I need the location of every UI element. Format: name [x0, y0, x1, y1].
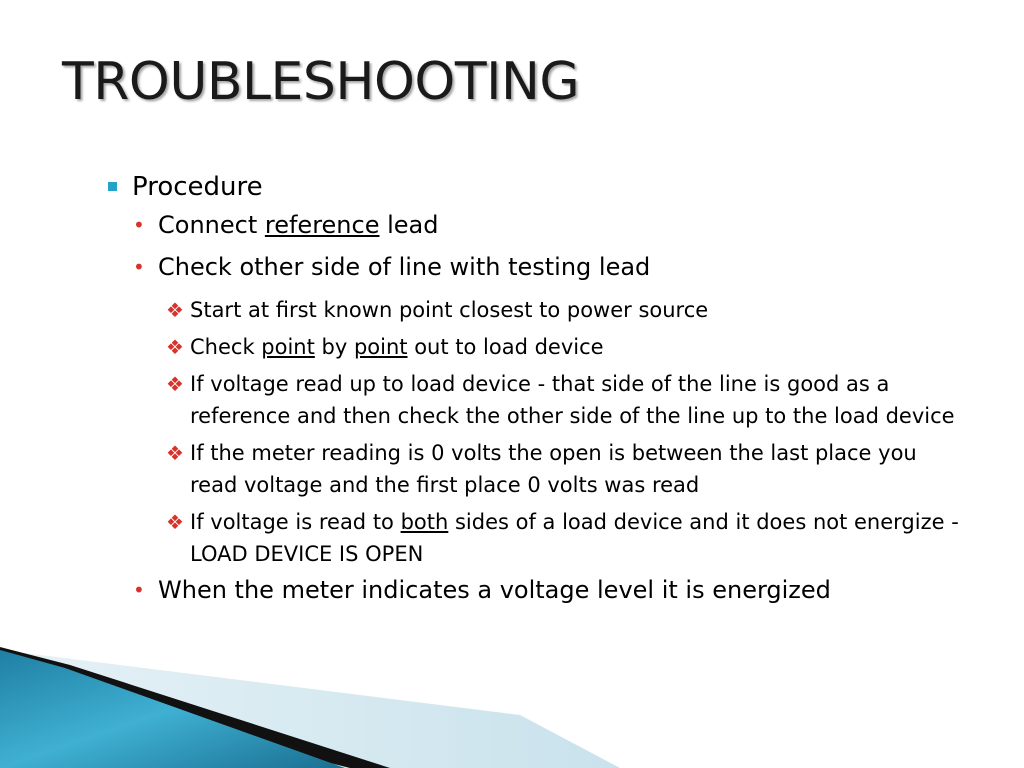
- list-item-when-meter: [106, 575, 1006, 605]
- sub-item-check-point: [106, 331, 970, 363]
- sub-item-text-pre: Check: [190, 335, 262, 359]
- sub-item-if-meter: [106, 437, 970, 501]
- sub-item-text-mid: by: [314, 335, 354, 359]
- dot-bullet-icon: •: [133, 255, 145, 279]
- sub-item-text: If the meter reading is 0 volts the open is between the last place you read voltage and the first place 0 volts was read: [190, 441, 917, 497]
- diamond-bullet-icon: ❖: [166, 510, 184, 534]
- diamond-bullet-icon: ❖: [166, 372, 184, 396]
- list-item-procedure: [106, 170, 1006, 204]
- list-item-text: When the meter indicates a voltage level it is energized: [158, 576, 831, 604]
- diamond-bullet-icon: ❖: [166, 335, 184, 359]
- sub-item-if-voltage: [106, 368, 970, 432]
- sub-item-if-both: [106, 506, 970, 570]
- sub-item-text: If voltage read up to load device - that side of the line is good as a reference and then check the other side of the line up to the load device: [190, 372, 955, 428]
- list-item-text-pre: Connect: [158, 211, 265, 239]
- swoosh-teal-band: [0, 650, 345, 768]
- sub-item-text-underlined-2: point: [353, 335, 408, 359]
- list-item-text-post: lead: [379, 211, 439, 239]
- diamond-bullet-icon: ❖: [166, 298, 184, 322]
- sub-item-text: Start at first known point closest to power source: [190, 298, 709, 322]
- page-title: TROUBLESHOOTING: [62, 52, 580, 112]
- dot-bullet-icon: •: [133, 578, 145, 602]
- sub-item-text-pre: If voltage is read to: [190, 510, 401, 534]
- diamond-bullet-icon: ❖: [166, 441, 184, 465]
- square-bullet-icon: [108, 182, 117, 191]
- list-item-text-underlined: reference: [264, 211, 380, 239]
- list-item-text: Procedure: [132, 172, 263, 202]
- list-item-check-other-side: [106, 252, 1006, 282]
- list-item-connect: [106, 210, 1006, 240]
- sub-item-text-post: sides of a load device and it does not energize - LOAD DEVICE IS OPEN: [190, 510, 959, 566]
- sub-item-text-underlined: both: [400, 510, 449, 534]
- dot-bullet-icon: •: [133, 213, 145, 237]
- list-item-text: Check other side of line with testing lead: [158, 253, 651, 281]
- sub-item-text-post: out to load device: [407, 335, 604, 359]
- bullet-list: [106, 170, 1006, 617]
- swoosh-light-band: [0, 650, 620, 768]
- sub-item-start: [106, 294, 970, 326]
- sub-item-text-underlined-1: point: [261, 335, 315, 359]
- swoosh-black-stripe: [0, 647, 390, 768]
